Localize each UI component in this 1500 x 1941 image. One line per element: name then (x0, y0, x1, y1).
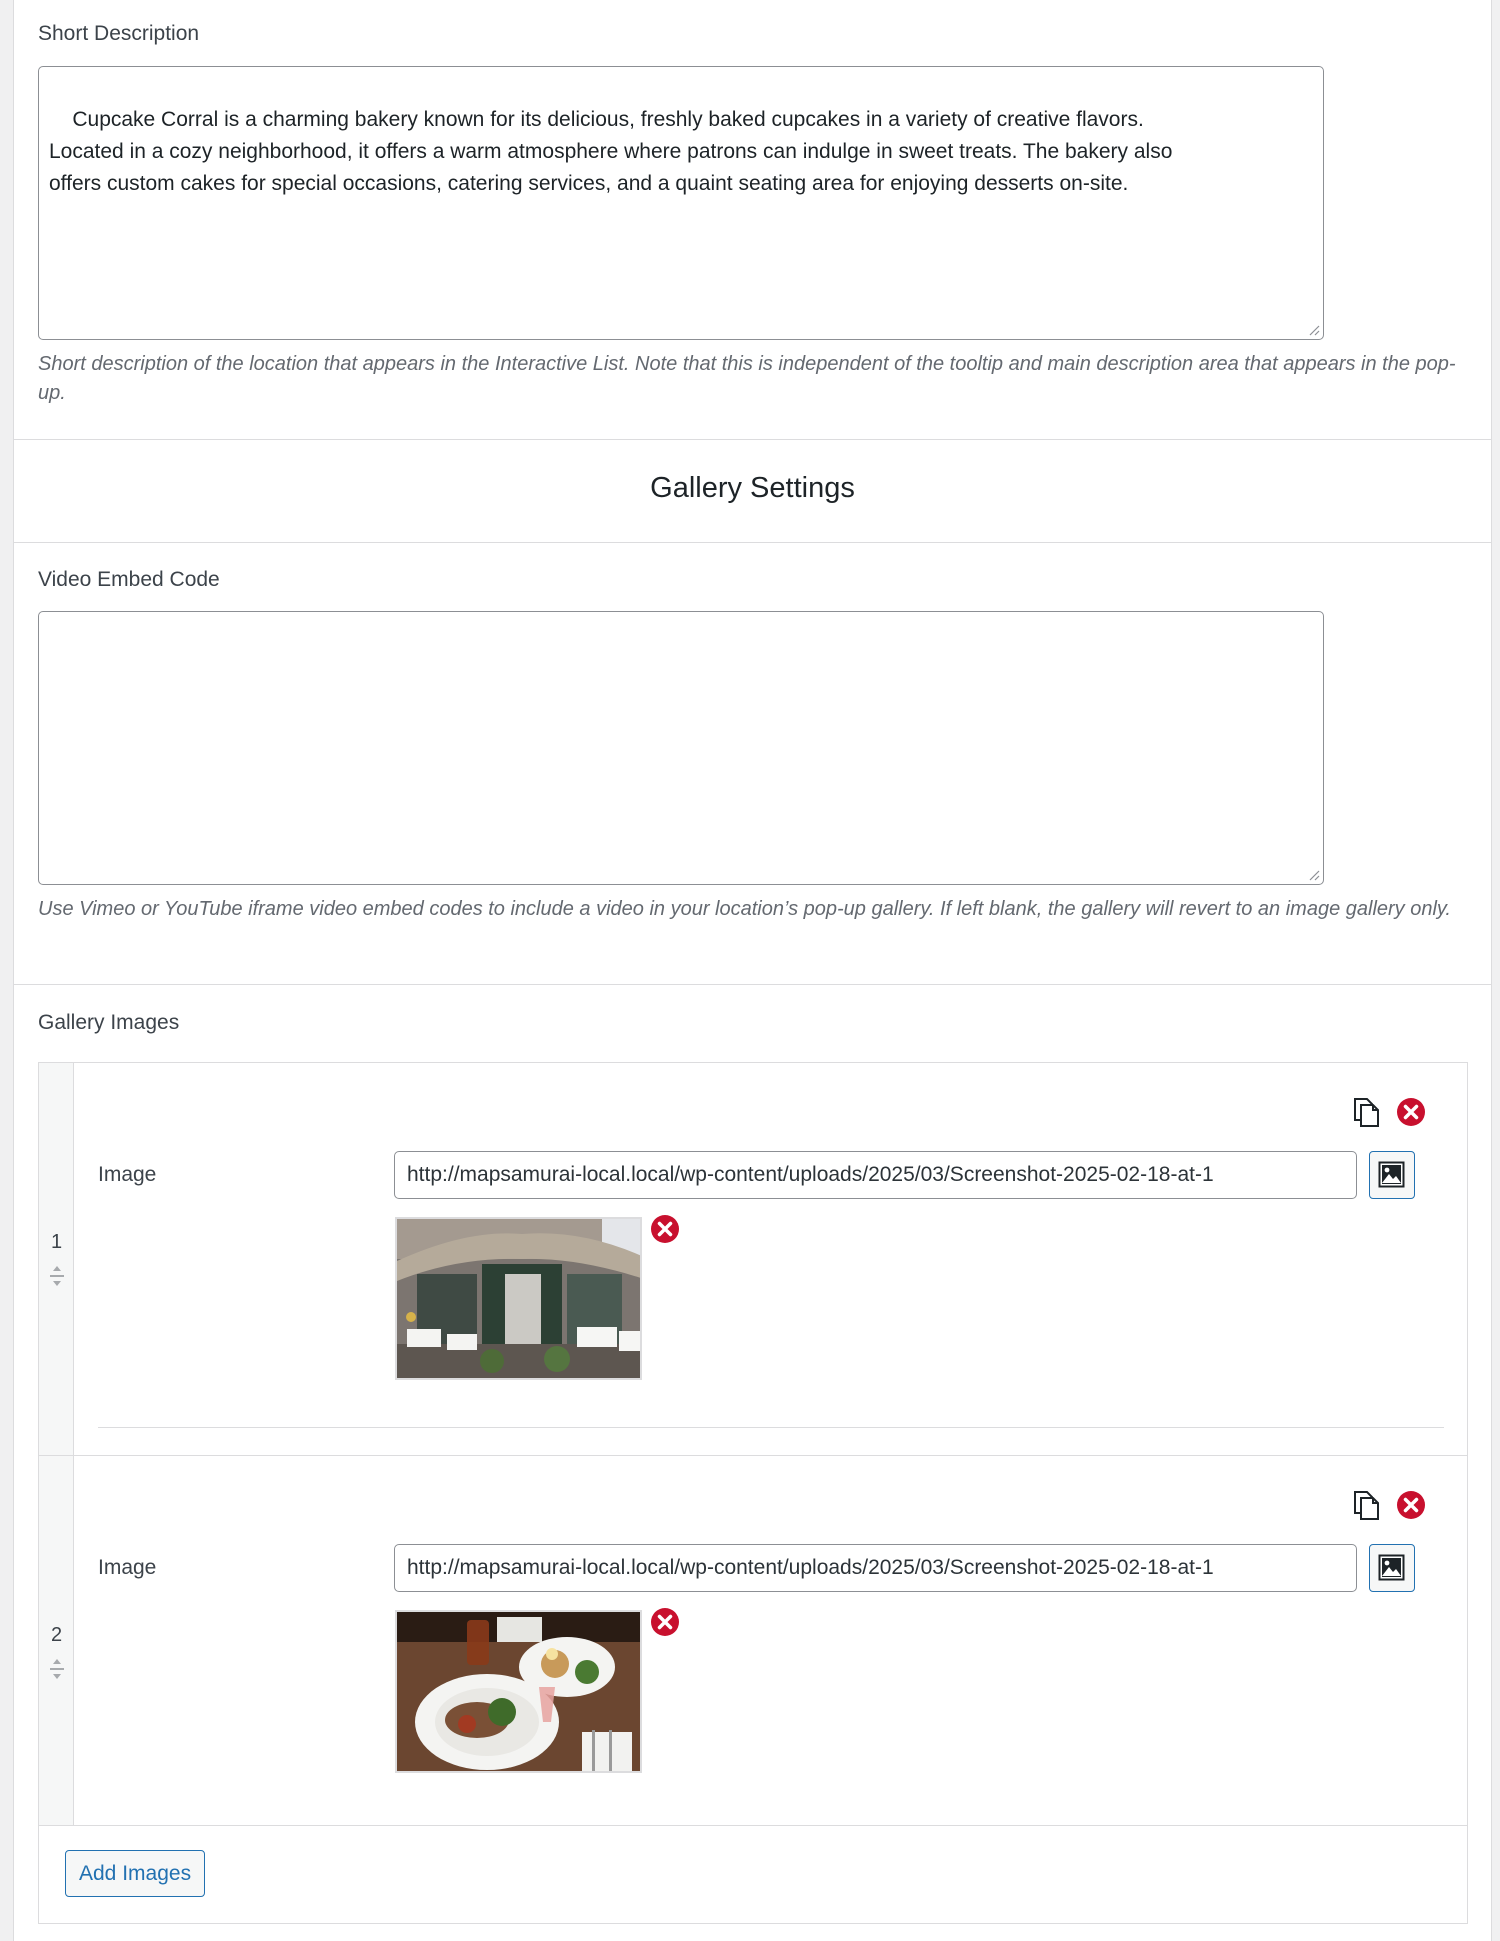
duplicate-icon[interactable] (1350, 1489, 1382, 1521)
resize-handle-icon[interactable] (1308, 869, 1320, 881)
row-number: 1 (50, 1231, 63, 1253)
plated-food-photo (395, 1610, 642, 1773)
image-field-label: Image (98, 1556, 157, 1579)
image-url-input[interactable]: http://mapsamurai-local.local/wp-content/uploads/2025/03/Screenshot-2025-02-18-at-1 (394, 1544, 1357, 1592)
row-number: 2 (50, 1624, 63, 1646)
image-icon (1378, 1554, 1405, 1581)
image-url-input[interactable]: http://mapsamurai-local.local/wp-content/uploads/2025/03/Screenshot-2025-02-18-at-1 (394, 1151, 1357, 1199)
select-image-button[interactable] (1369, 1544, 1415, 1592)
resize-handle-icon[interactable] (1308, 324, 1320, 336)
duplicate-icon[interactable] (1350, 1096, 1382, 1128)
remove-icon[interactable] (1395, 1489, 1427, 1521)
section-divider (14, 542, 1491, 543)
drag-handle-icon[interactable] (48, 1657, 66, 1681)
remove-icon[interactable] (649, 1606, 681, 1638)
image-field-label: Image (98, 1163, 157, 1186)
video-embed-help: Use Vimeo or YouTube iframe video embed codes to include a video in your location’s pop-up gallery. If left blank, the gallery will revert to an image gallery only. (38, 898, 1451, 920)
row-drag-handle[interactable] (39, 1063, 74, 1455)
remove-icon[interactable] (1395, 1096, 1427, 1128)
row-inner-divider (98, 1427, 1444, 1428)
gallery-images-label: Gallery Images (38, 1011, 180, 1034)
video-embed-textarea[interactable] (38, 611, 1324, 885)
select-image-button[interactable] (1369, 1151, 1415, 1199)
section-divider (14, 984, 1491, 985)
short-description-label: Short Description (38, 22, 200, 45)
remove-icon[interactable] (649, 1213, 681, 1245)
location-settings-panel (13, 0, 1492, 1941)
short-description-help: Short description of the location that appears in the Interactive List. Note that this is independent of the tooltip and main description area that appears in the pop-up. (38, 353, 1456, 404)
gallery-image-row (39, 1063, 1467, 1456)
gallery-images-repeater (38, 1062, 1468, 1924)
row-tools (1350, 1489, 1420, 1521)
row-tools (1350, 1096, 1420, 1128)
image-icon (1378, 1161, 1405, 1188)
drag-handle-icon[interactable] (48, 1264, 66, 1288)
gallery-settings-heading: Gallery Settings (650, 472, 855, 504)
restaurant-storefront-photo (395, 1217, 642, 1380)
short-description-text: Cupcake Corral is a charming bakery known for its delicious, freshly baked cupcakes in a variety of creative flavors. Located in a cozy neighborhood, it offers a warm atmosphere where patrons can indulge in sweet treats. The bakery also offers custom cakes for special occasions, catering services, and a quaint seating area for enjoying desserts on-site. (49, 108, 1173, 195)
add-images-button[interactable]: Add Images (65, 1850, 205, 1897)
video-embed-label: Video Embed Code (38, 568, 220, 591)
row-drag-handle[interactable] (39, 1456, 74, 1825)
short-description-textarea[interactable] (38, 66, 1324, 340)
section-divider (14, 439, 1491, 440)
gallery-image-row (39, 1456, 1467, 1826)
